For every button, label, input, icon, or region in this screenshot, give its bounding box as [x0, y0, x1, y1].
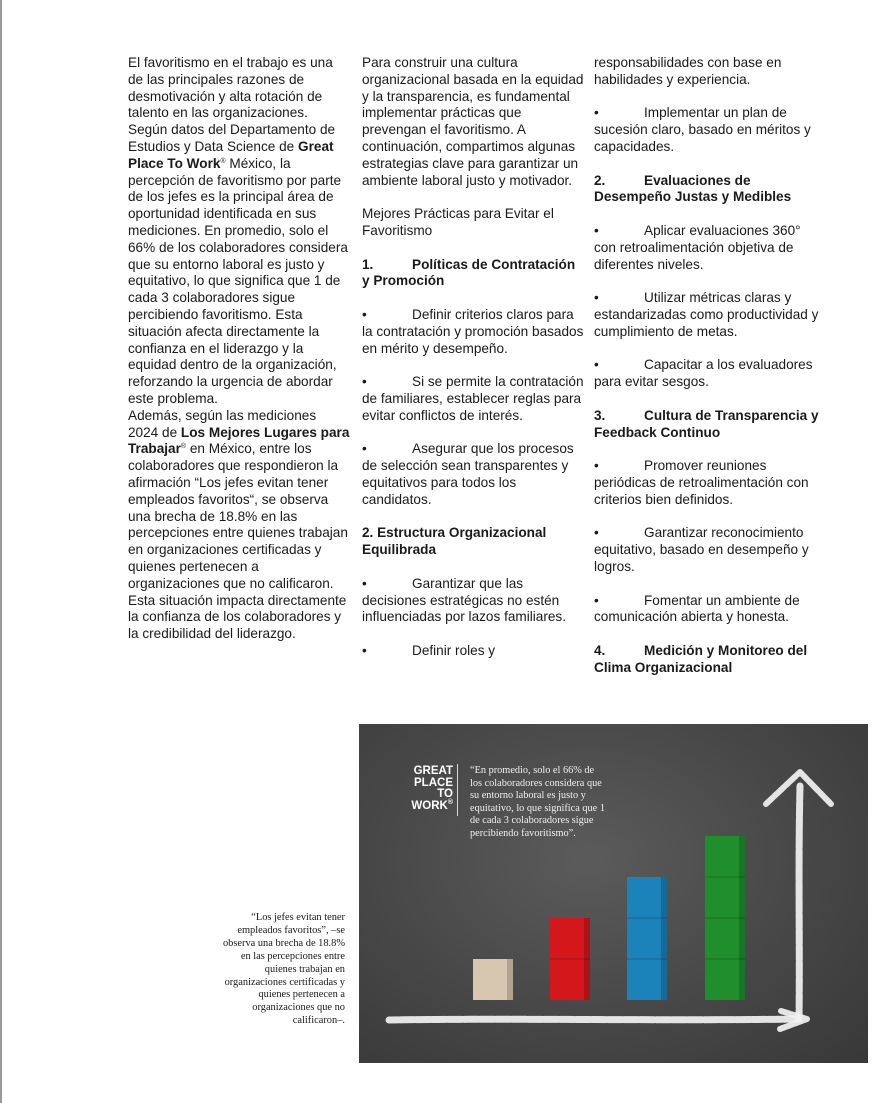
article-column-3: [594, 55, 822, 676]
bullet-item: • Garantizar que las decisiones estratégicas no estén influenciadas por lazos familiares.: [362, 575, 567, 625]
heading-evaluaciones: 2. Evaluaciones de Desempeño Justas y Medibles: [594, 172, 792, 205]
bullet-item: • Utilizar métricas claras y estandarizadas como productividad y cumplimiento de metas.: [594, 290, 819, 339]
bullet-item: • Definir roles y: [362, 642, 496, 658]
logo-divider: [457, 764, 458, 816]
bullet-item: • Fomentar un ambiente de comunicación abierta y honesta.: [594, 592, 800, 625]
bullet-item: • Definir criterios claros para la contratación y promoción basados en mérito y desempeño.: [362, 306, 584, 356]
paragraph-intro: El favoritismo en el trabajo es una de las principales razones de desmotivación y alta rotación de talento en las organizaciones. Según datos del Departamento de Estudios y Data Science de Great Place To Work® México, la percepción de favoritismo por parte de los jefes es la principal área de oportunidad identificada en sus mediciones. En promedio, solo el 66% de los colaboradores considera que su entorno laboral es justo y equitativo, lo que significa que 1 de cada 3 colaboradores sigue percibiendo favoritismo. Esta situación afecta directamente la confianza en el liderazgo y la equidad dentro de la organización, reforzando la urgencia de abordar este problema.: [128, 55, 348, 406]
chalk-stroke-1: [799, 786, 800, 1019]
bullet-item: • Garantizar reconocimiento equitativo, basado en desempeño y logros.: [594, 525, 809, 574]
bullet-item: • Promover reuniones periódicas de retroalimentación con criterios bien definidos.: [594, 458, 809, 507]
block-bar-green: [705, 836, 745, 1000]
heading-estructura: 2. Estructura Organizacional Equilibrada: [362, 525, 547, 558]
wooden-blocks: [473, 836, 745, 1000]
gptw-logo: GREAT PLACE TO WORK®: [411, 765, 453, 812]
block-bar-red: [550, 918, 590, 1000]
bullet-item: • Aplicar evaluaciones 360° con retroalimentación objetiva de diferentes niveles.: [594, 222, 801, 272]
bullet-item: • Si se permite la contratación de familiares, establecer reglas para evitar conflictos de interés.: [362, 374, 584, 423]
pull-quote-caption: “Los jefes evitan tener empleados favoritos”, –se observa una brecha de 18.8% en las percepciones entre quienes trabajan en organizaciones certificadas y quienes pertenecen a organizaciones que no calificaron–.: [222, 912, 345, 1027]
article-column-2: [362, 55, 584, 660]
bullet-item: • Asegurar que los procesos de selección sean transparentes y equitativos para todos los candidatos.: [362, 441, 574, 507]
chalk-stroke-0: [389, 1019, 799, 1020]
brand-great-place-to-work: Great Place To Work: [128, 138, 334, 171]
block-bar-natural: [473, 959, 513, 1000]
bullet-item: • Capacitar a los evaluadores para evitar sesgos.: [594, 357, 813, 390]
paragraph-culture: Para construir una cultura organizacional basada en la equidad y la transparencia, es fundamental implementar prácticas que prevengan el favoritismo. A continuación, compartimos algunas estrategias clave para garantizar un ambiente laboral justo y motivador.: [362, 55, 584, 188]
block-bar-blue: [627, 877, 667, 1000]
chalkboard-photo: [359, 724, 868, 1063]
paragraph-survey: Además, según las mediciones 2024 de Los Mejores Lugares para Trabajar® en México, entre los colaboradores que respondieron la afirmación “Los jefes evitan tener empleados favoritos“, se observa una brecha de 18.8% en las percepciones entre quienes trabajan en organizaciones certificadas y quienes pertenecen a organizaciones que no calificaron. Esta situación impacta directamente la confianza de los colaboradores y la credibilidad del liderazgo.: [128, 407, 350, 642]
article-column-1: [128, 55, 350, 643]
heading-transparencia: 3. Cultura de Transparencia y Feedback Continuo: [594, 407, 819, 440]
heading-politicas: 1. Políticas de Contratación y Promoción: [362, 256, 576, 289]
page-edge-line: [0, 0, 2, 1103]
photo-quote: “En promedio, solo el 66% de los colaboradores considera que su entorno laboral es justo y equitativo, lo que significa que 1 de cada 3 colaboradores sigue percibiendo favoritismo”.: [470, 765, 605, 839]
chalk-arrow-icon: [389, 772, 831, 1029]
paragraph-continuation: responsabilidades con base en habilidades y experiencia.: [594, 55, 782, 87]
section-title: Mejores Prácticas para Evitar el Favoritismo: [362, 206, 554, 238]
heading-medicion: 4. Medición y Monitoreo del Clima Organizacional: [594, 642, 808, 675]
brand-mejores-lugares: Los Mejores Lugares para Trabajar: [128, 424, 350, 457]
bullet-item: • Implementar un plan de sucesión claro, basado en méritos y capacidades.: [594, 105, 811, 154]
